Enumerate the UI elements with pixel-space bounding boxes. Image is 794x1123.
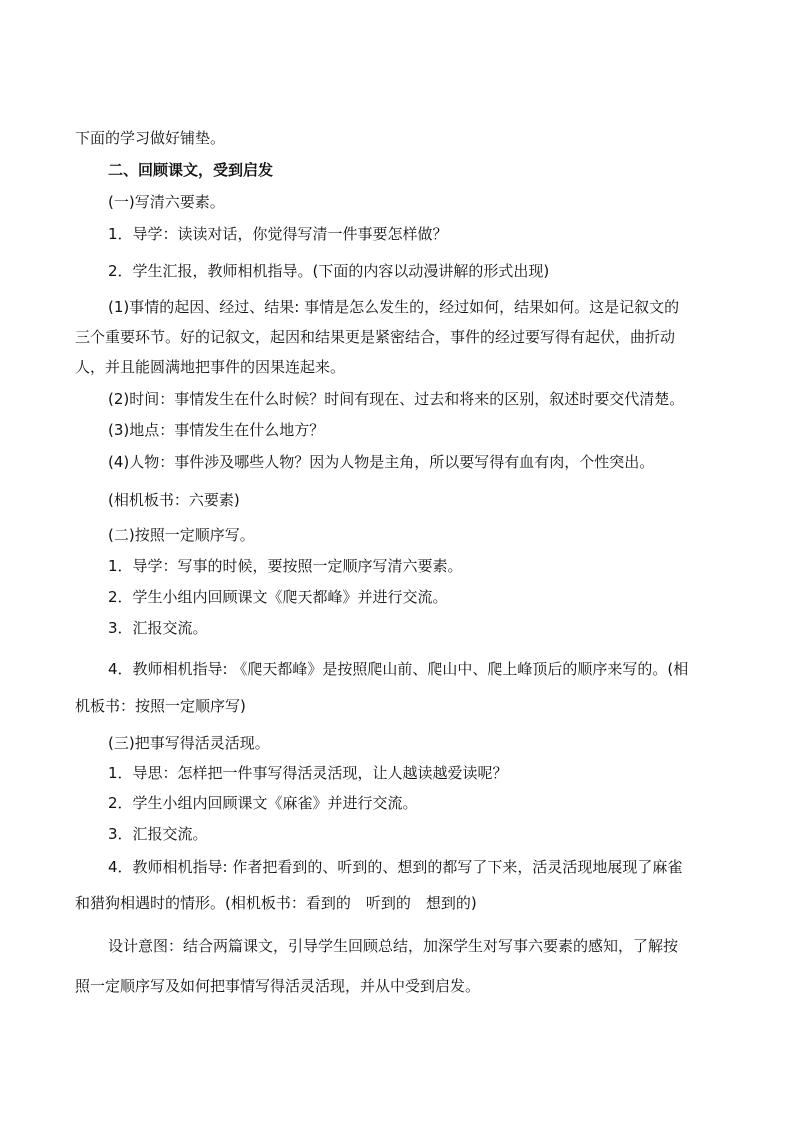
list-item: 2．学生汇报，教师相机指导。(下面的内容以动漫讲解的形式出现) (108, 262, 550, 280)
paragraph-line: (4)人物：事件涉及哪些人物？因为人物是主角，所以要写得有血有肉，个性突出。 (108, 453, 655, 471)
subsection-heading: (三)把事写得活灵活现。 (108, 734, 270, 752)
paragraph-line: (2)时间：事情发生在什么时候？时间有现在、过去和将来的区别，叙述时要交代清楚。 (108, 390, 685, 408)
list-item: 4．教师相机指导: 《爬天都峰》是按照爬山前、爬山中、爬上峰顶后的顺序来写的。(相 (108, 660, 689, 678)
design-intent: 设计意图：结合两篇课文，引导学生回顾总结，加深学生对写事六要素的感知，了解按 (108, 937, 679, 955)
list-item: 1．导学：写事的时候，要按照一定顺序写清六要素。 (108, 557, 463, 575)
list-item: 1．导学：读读对话，你觉得写清一件事要怎样做？ (108, 225, 448, 243)
list-item: 2．学生小组内回顾课文《麻雀》并进行交流。 (108, 794, 418, 812)
list-item: 4．教师相机指导: 作者把看到的、听到的、想到的都写了下来，活灵活现地展现了麻雀 (108, 858, 683, 876)
section-heading: 二、回顾课文，受到启发 (108, 161, 274, 179)
list-item: 2．学生小组内回顾课文《爬天都峰》并进行交流。 (108, 588, 448, 606)
paragraph-line: 和猎狗相遇时的情形。(相机板书：看到的 听到的 想到的) (75, 894, 477, 912)
paragraph-line: 三个重要环节。好的记叙文，起因和结果更是紧密结合，事件的经过要写得有起伏，曲折动 (75, 328, 676, 346)
board-note: (相机板书：六要素) (108, 491, 240, 509)
paragraph-line: 人，并且能圆满地把事件的因果连起来。 (75, 358, 346, 376)
paragraph-line: 机板书：按照一定顺序写) (75, 697, 246, 715)
paragraph-line: (1)事情的起因、经过、结果: 事情是怎么发生的，经过如何，结果如何。这是记叙文的 (108, 298, 680, 316)
paragraph-line: 下面的学习做好铺垫。 (75, 129, 226, 147)
list-item: 3．汇报交流。 (108, 825, 208, 843)
paragraph-line: (3)地点：事情发生在什么地方？ (108, 421, 325, 439)
list-item: 3．汇报交流。 (108, 619, 208, 637)
subsection-heading: (二)按照一定顺序写。 (108, 526, 255, 544)
paragraph-line: 照一定顺序写及如何把事情写得活灵活现，并从中受到启发。 (75, 977, 481, 995)
subsection-heading: (一)写清六要素。 (108, 193, 225, 211)
list-item: 1．导思：怎样把一件事写得活灵活现，让人越读越爱读呢？ (108, 764, 508, 782)
